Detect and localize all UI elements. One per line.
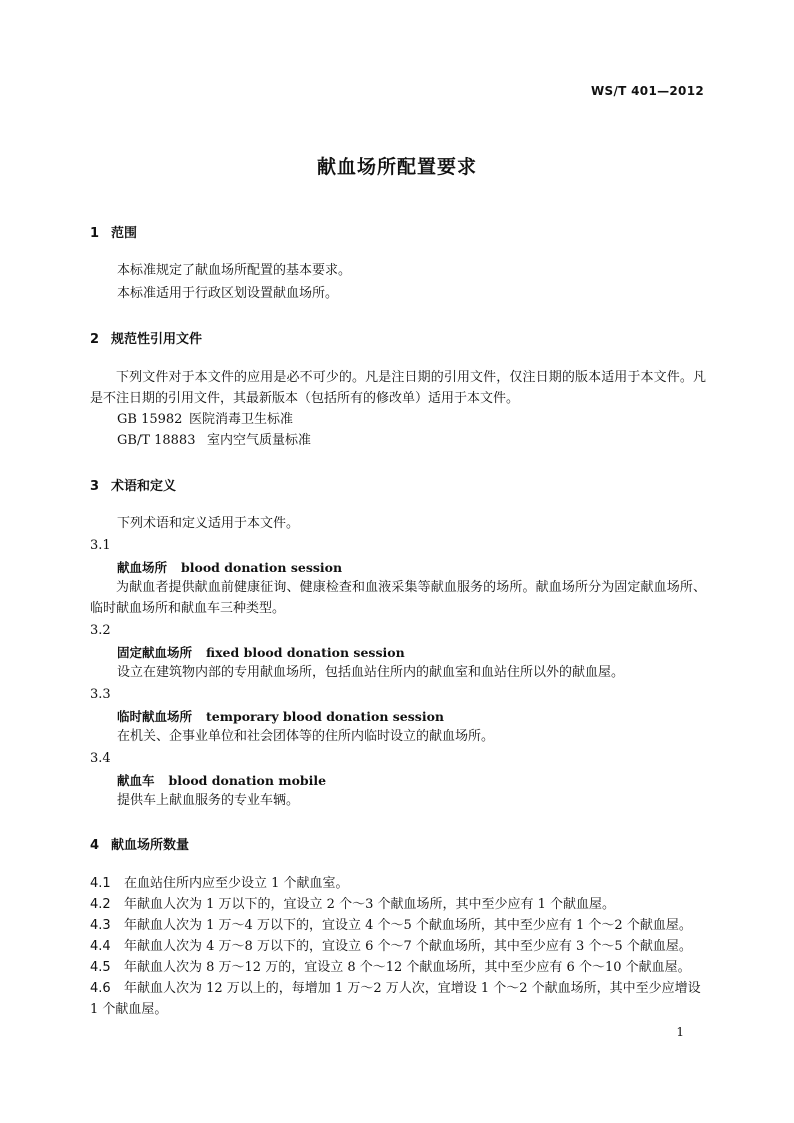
clause-text: 年献血人次为 1 万以下的，宜设立 2 个～3 个献血场所，其中至少应有 1 个献血屋。 <box>124 897 616 912</box>
paragraph: 下列术语和定义适用于本文件。 <box>117 516 300 531</box>
clause-text: 年献血人次为 8 万～12 万的，宜设立 8 个～12 个献血场所，其中至少应有 6 个～10 个献血屋。 <box>124 960 691 975</box>
section-title: 规范性引用文件 <box>111 332 203 347</box>
normative-reference <box>117 430 311 451</box>
page-number: 1 <box>676 1025 684 1039</box>
term-cn: 献血场所 <box>117 560 168 575</box>
clause-number: 4.4 <box>90 939 111 954</box>
term-heading <box>117 643 405 661</box>
clause-text: 年献血人次为 4 万～8 万以下的，宜设立 6 个～7 个献血场所，其中至少应有 3 个～5 个献血屋。 <box>124 939 692 954</box>
clause-text: 年献血人次为 12 万以上的，每增加 1 万～2 万人次，宜增设 1 个～2 个献血场所，其中至少应增设 1 个献血屋。 <box>90 981 701 1017</box>
section-2-heading <box>90 328 202 347</box>
section-title: 术语和定义 <box>111 479 177 494</box>
term-en: blood donation mobile <box>168 773 327 788</box>
term-definition: 在机关、企事业单位和社会团体等的住所内临时设立的献血场所。 <box>117 729 495 744</box>
clause <box>90 894 615 915</box>
reference-name: 医院消毒卫生标准 <box>189 412 294 427</box>
section-title: 献血场所数量 <box>111 838 190 853</box>
clause-number: 4.2 <box>90 897 111 912</box>
term-definition: 提供车上献血服务的专业车辆。 <box>117 793 300 808</box>
clause <box>90 936 692 957</box>
section-number: 1 <box>90 226 100 241</box>
standard-code: WS/T 401—2012 <box>591 84 704 98</box>
term-number: 3.1 <box>90 538 111 553</box>
term-heading <box>117 558 342 576</box>
clause <box>90 978 706 1020</box>
clause <box>90 915 692 936</box>
document-title: 献血场所配置要求 <box>316 156 477 178</box>
term-en: fixed blood donation session <box>206 645 405 660</box>
clause <box>90 873 349 894</box>
clause-text: 在血站住所内应至少设立 1 个献血室。 <box>124 876 349 891</box>
term-en: blood donation session <box>181 560 343 575</box>
normative-reference <box>117 409 293 430</box>
paragraph: 本标准适用于行政区划设置献血场所。 <box>117 286 339 301</box>
section-1-heading <box>90 222 137 241</box>
reference-name: 室内空气质量标准 <box>207 433 312 448</box>
clause-number: 4.6 <box>90 981 111 996</box>
reference-code: GB 15982 <box>117 412 183 427</box>
term-number: 3.4 <box>90 751 111 766</box>
term-cn: 献血车 <box>117 773 155 788</box>
term-cn: 固定献血场所 <box>117 645 193 660</box>
section-number: 3 <box>90 479 100 494</box>
clause-text: 年献血人次为 1 万～4 万以下的，宜设立 4 个～5 个献血场所，其中至少应有 1 个～2 个献血屋。 <box>124 918 692 933</box>
reference-code: GB/T 18883 <box>117 433 196 448</box>
term-en: temporary blood donation session <box>206 709 444 724</box>
section-title: 范围 <box>111 226 138 241</box>
section-number: 4 <box>90 838 100 853</box>
section-number: 2 <box>90 332 100 347</box>
clause-number: 4.3 <box>90 918 111 933</box>
term-heading <box>117 707 444 725</box>
section-4-heading <box>90 834 189 853</box>
section-3-heading <box>90 475 176 494</box>
clause-number: 4.1 <box>90 876 111 891</box>
paragraph: 下列文件对于本文件的应用是必不可少的。凡是注日期的引用文件，仅注日期的版本适用于本文件。凡是不注日期的引用文件，其最新版本（包括所有的修改单）适用于本文件。 <box>90 370 706 406</box>
term-number: 3.2 <box>90 623 111 638</box>
clause-number: 4.5 <box>90 960 111 975</box>
term-number: 3.3 <box>90 687 111 702</box>
paragraph: 本标准规定了献血场所配置的基本要求。 <box>117 263 352 278</box>
clause <box>90 957 691 978</box>
term-definition: 设立在建筑物内部的专用献血场所，包括血站住所内的献血室和血站住所以外的献血屋。 <box>117 665 625 680</box>
term-definition: 为献血者提供献血前健康征询、健康检查和血液采集等献血服务的场所。献血场所分为固定献血场所、临时献血场所和献血车三种类型。 <box>90 580 706 616</box>
term-heading <box>117 771 326 789</box>
term-cn: 临时献血场所 <box>117 709 193 724</box>
